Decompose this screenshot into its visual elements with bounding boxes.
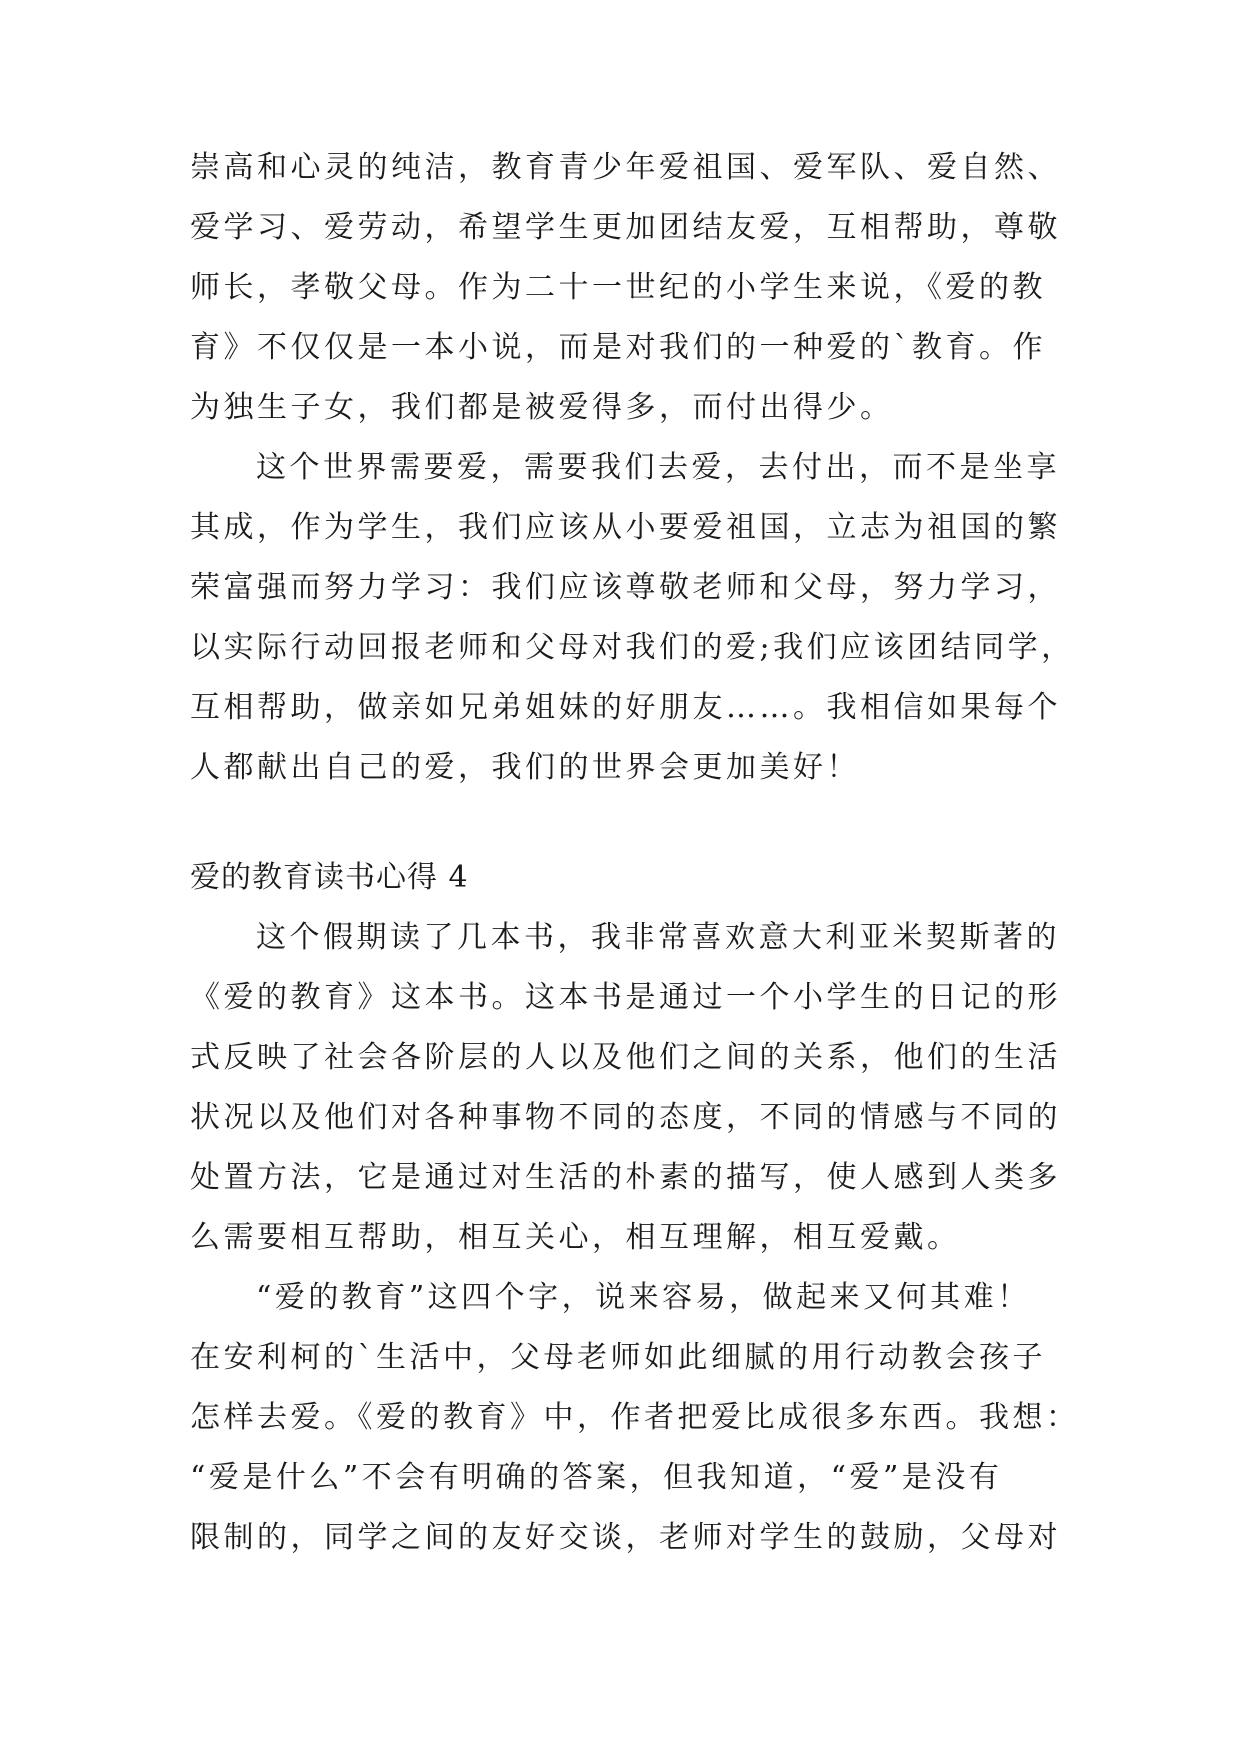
text-line: 这个世界需要爱，需要我们去爱，去付出，而不是坐享 — [256, 450, 1060, 485]
text-line: “爱的教育”这四个字，说来容易，做起来又何其难！ — [256, 1280, 1031, 1315]
text-line: 以实际行动回报老师和父母对我们的爱;我们应该团结同学， — [190, 630, 1075, 665]
text-line: 崇高和心灵的纯洁，教育青少年爱祖国、爱军队、爱自然、 — [190, 150, 1061, 185]
paragraph-world-needs-love — [190, 438, 1090, 798]
text-line: 在安利柯的`生活中，父母老师如此细腻的用行动教会孩子 — [190, 1340, 1046, 1375]
text-line: 育》不仅仅是一本小说，而是对我们的一种爱的`教育。作 — [190, 330, 1046, 365]
text-line: 为独生子女，我们都是被爱得多，而付出得少。 — [190, 390, 894, 425]
section-heading — [190, 848, 1090, 908]
paragraph-holiday-reading — [190, 908, 1090, 1268]
text-line: 师长，孝敬父母。作为二十一世纪的小学生来说，《爱的教 — [190, 270, 1046, 305]
text-line: 爱学习、爱劳动，希望学生更加团结友爱，互相帮助，尊敬 — [190, 210, 1061, 245]
text-line: 其成，作为学生，我们应该从小要爱祖国，立志为祖国的繁 — [190, 510, 1061, 545]
paragraph-what-is-love — [190, 1268, 1090, 1568]
text-line: 处置方法，它是通过对生活的朴素的描写，使人感到人类多 — [190, 1160, 1061, 1195]
heading-text: 爱的教育读书心得 4 — [190, 860, 469, 895]
text-line: 这个假期读了几本书，我非常喜欢意大利亚米契斯著的 — [256, 920, 1060, 955]
text-line: 限制的，同学之间的友好交谈，老师对学生的鼓励，父母对 — [190, 1520, 1061, 1555]
text-line: 人都献出自己的爱，我们的世界会更加美好！ — [190, 750, 860, 785]
text-line: 荣富强而努力学习：我们应该尊敬老师和父母，努力学习， — [190, 570, 1061, 605]
paragraph-continuation — [190, 138, 1090, 438]
text-line: 式反映了社会各阶层的人以及他们之间的关系，他们的生活 — [190, 1040, 1061, 1075]
text-line: 《爱的教育》这本书。这本书是通过一个小学生的日记的形 — [190, 980, 1061, 1015]
text-line: “爱是什么”不会有明确的答案，但我知道，“爱”是没有 — [190, 1460, 1003, 1495]
text-line: 怎样去爱。《爱的教育》中，作者把爱比成很多东西。我想： — [190, 1400, 1080, 1435]
text-line: 状况以及他们对各种事物不同的态度，不同的情感与不同的 — [190, 1100, 1061, 1135]
text-line: 么需要相互帮助，相互关心，相互理解，相互爱戴。 — [190, 1220, 961, 1255]
text-line: 互相帮助，做亲如兄弟姐妹的好朋友……。我相信如果每个 — [190, 690, 1061, 725]
